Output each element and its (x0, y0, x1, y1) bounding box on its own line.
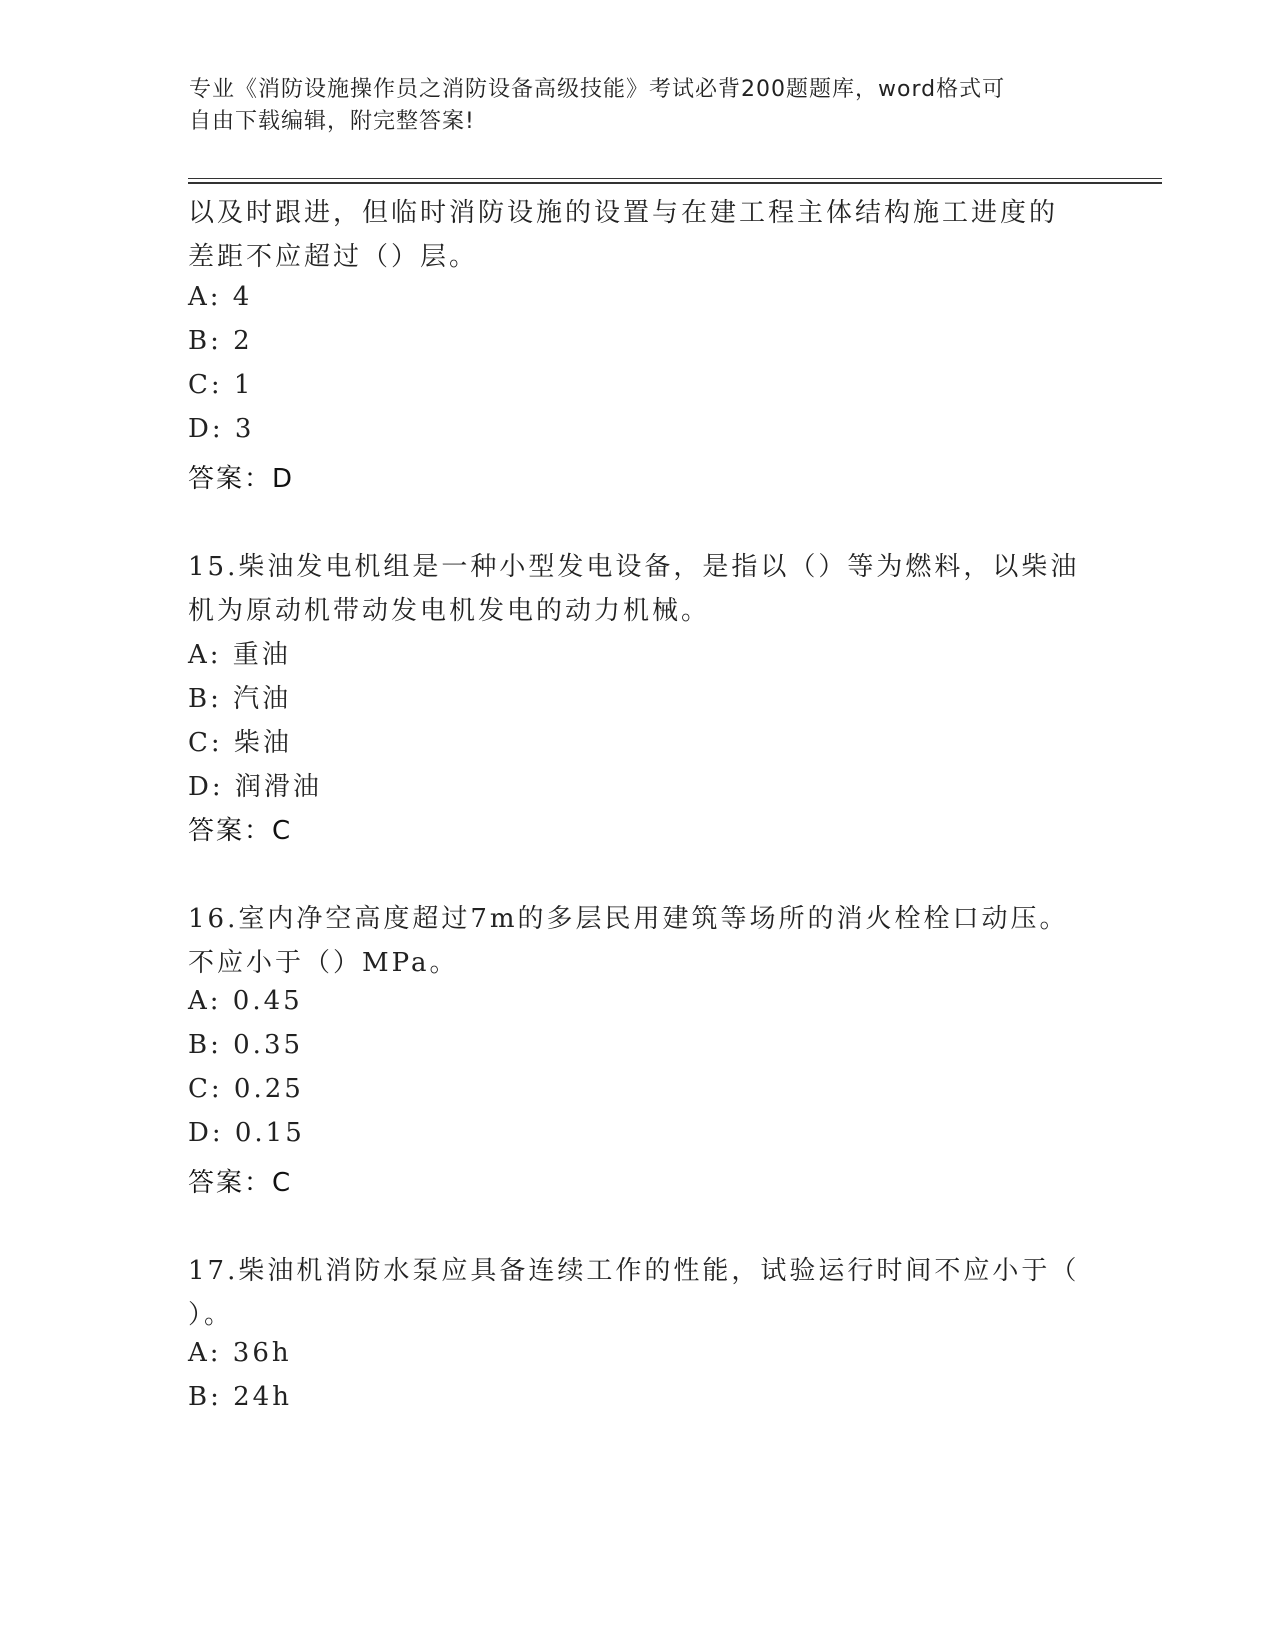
header-line-2: 自由下载编辑，附完整答案! (189, 109, 475, 134)
question-16-option-c: C: 0.25 (188, 1074, 304, 1104)
question-17-option-a: A: 36h (188, 1338, 292, 1368)
page-header (189, 74, 1069, 138)
question-15-text-line-2: 机为原动机带动发电机发电的动力机械。 (188, 596, 711, 626)
question-16-option-a: A: 0.45 (188, 986, 303, 1016)
header-line-1: 专业《消防设施操作员之消防设备高级技能》考试必背200题题库，word格式可 (189, 77, 1006, 102)
question-14-answer: 答案：D (188, 464, 295, 494)
question-17-option-b: B: 24h (188, 1382, 292, 1412)
header-divider-thin (188, 178, 1162, 179)
question-14-text-line-2: 差距不应超过（）层。 (188, 242, 479, 272)
question-14-option-b: B: 2 (188, 326, 253, 356)
question-14-option-c: C: 1 (188, 370, 254, 400)
question-14-option-d: D: 3 (188, 414, 255, 444)
question-14-option-a: A: 4 (188, 282, 253, 312)
question-15-option-a: A: 重油 (188, 640, 291, 670)
question-15-option-d: D: 润滑油 (188, 772, 322, 802)
question-16-text-line-1: 16.室内净空高度超过7m的多层民用建筑等场所的消火栓栓口动压。 (188, 904, 1069, 934)
question-17-text-line-1: 17.柴油机消防水泵应具备连续工作的性能，试验运行时间不应小于（ (188, 1256, 1080, 1286)
question-16-option-b: B: 0.35 (188, 1030, 304, 1060)
question-15-answer: 答案：C (188, 816, 293, 846)
question-16-option-d: D: 0.15 (188, 1118, 305, 1148)
question-14-text-line-1: 以及时跟进，但临时消防设施的设置与在建工程主体结构施工进度的 (188, 198, 1059, 228)
question-16-text-line-2: 不应小于（）MPa。 (188, 948, 459, 978)
header-divider-thick (188, 182, 1162, 184)
question-15-text-line-1: 15.柴油发电机组是一种小型发电设备，是指以（）等为燃料，以柴油 (188, 552, 1080, 582)
question-17-text-line-2: ）。 (188, 1300, 234, 1330)
question-16-answer: 答案：C (188, 1168, 293, 1198)
question-15-option-b: B: 汽油 (188, 684, 292, 714)
question-15-option-c: C: 柴油 (188, 728, 292, 758)
